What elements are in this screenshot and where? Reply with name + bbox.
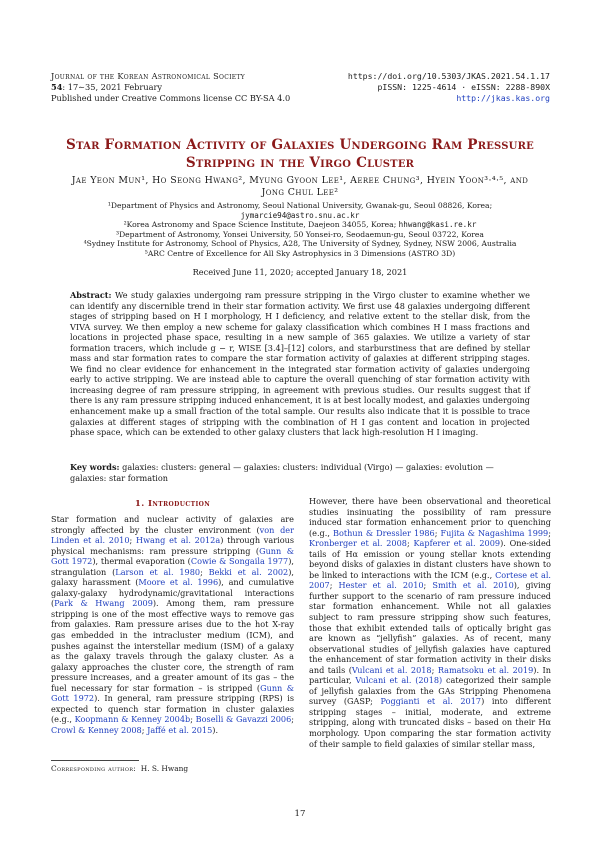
text-run: ), thermal evaporation ( xyxy=(92,556,191,567)
corresponding-author-footnote xyxy=(51,764,188,773)
journal-name: Journal of the Korean Astronomical Society xyxy=(51,71,246,81)
citation-link[interactable]: Crowl & Kenney 2008 xyxy=(51,724,142,735)
right-column-text xyxy=(309,496,551,749)
citation-link[interactable]: Hester et al. 2010 xyxy=(338,580,424,591)
citation-link[interactable]: Jaffé et al. 2015 xyxy=(147,724,213,735)
text-run: ) through various physical mechanisms: ram pressure stripping ( xyxy=(51,535,295,556)
citation-link[interactable]: Gunn & Gott 1972 xyxy=(51,682,294,704)
citation-link[interactable]: Kapferer et al. 2009 xyxy=(413,538,501,549)
affiliation-2 xyxy=(30,220,570,230)
journal-site-link[interactable]: http://jkas.kas.org xyxy=(456,93,550,104)
volume-line xyxy=(51,82,290,93)
authors-line-2: Jong Chul Lee² xyxy=(261,186,339,198)
paper-title xyxy=(40,136,560,172)
text-run: ; xyxy=(329,580,339,591)
citation-link[interactable]: Bekki et al. 2002 xyxy=(208,566,289,577)
citation-link[interactable]: Boselli & Gavazzi 2006 xyxy=(195,714,292,725)
issn-line: pISSN: 1225-4614 · eISSN: 2288-890X xyxy=(377,82,550,93)
footnote-rule xyxy=(51,760,139,761)
text-run: ). Among them, ram pressure stripping is one of the most effective ways to remove gas from galaxies. Ram pressure arises due to the hot X-ray gas embedded in the intracluster medium (ICM), and pushes against the interstellar medium (ISM) of a galaxy as the galaxy travels through the galaxy cluster. As a galaxy approaches the cluster core, the strength of ram pressure increases, and a greater amount of its gas – the fuel necessary for star formation – is stripped ( xyxy=(51,598,294,693)
paragraph xyxy=(309,496,551,749)
page-number: 17 xyxy=(294,809,306,819)
text-run: ), giving further support to the scenario of ram pressure induced star formation enhancement. While not all galaxies subject to ram pressure stripping show such features, those that exhibit extended tails of optically bright gas are known as “jellyfish” galaxies. As of recent, many observational studies of jellyfish galaxies have captured the enhancement of star formation activity in their disks and tails ( xyxy=(309,580,552,675)
left-column-text xyxy=(51,514,294,735)
text-run: ). xyxy=(212,724,219,735)
text-run: ; xyxy=(406,538,414,549)
citation-link[interactable]: Kronberger et al. 2008 xyxy=(309,538,407,549)
text-run: categorized their sample of jellyfish galaxies from the GAs Stripping Phenomena survey (GASP; xyxy=(309,675,551,707)
license-line: Published under Creative Commons license CC BY-SA 4.0 xyxy=(51,93,291,104)
citation-link[interactable]: Hwang et al. 2012a xyxy=(136,535,221,546)
citation-link[interactable]: Gunn & Gott 1972 xyxy=(51,545,294,567)
citation-link[interactable]: von der Linden et al. 2010 xyxy=(51,524,294,546)
text-run: ), and cumulative galaxy-galaxy hydrodynamic/gravitational interactions ( xyxy=(51,577,294,609)
citation-link[interactable]: Vulcani et al. (2018) xyxy=(355,675,443,686)
text-run: ; xyxy=(129,535,136,546)
text-run: Star formation and nuclear activity of galaxies are strongly affected by the cluster environment ( xyxy=(51,514,294,535)
citation-link[interactable]: Poggianti et al. 2017 xyxy=(380,696,482,707)
text-run: ; xyxy=(291,714,294,725)
received-date: Received June 11, 2020; accepted January 18, 2021 xyxy=(192,267,408,277)
citation-link[interactable]: Vulcani et al. 2018 xyxy=(351,664,432,675)
citation-link[interactable]: Smith et al. 2010 xyxy=(432,580,514,591)
citation-link[interactable]: Ramatsoku et al. 2019 xyxy=(437,664,534,675)
citation-link[interactable]: Cortese et al. 2007 xyxy=(309,569,551,591)
text-run: ; xyxy=(431,664,438,675)
citation-link[interactable]: Koopmann & Kenney 2004b xyxy=(74,714,191,725)
text-run: ). In general, ram pressure stripping (RPS) is expected to quench star formation in cluster galaxies (e.g., xyxy=(51,693,294,725)
doi-link[interactable]: https://doi.org/10.5303/JKAS.2021.54.1.17 xyxy=(347,71,550,81)
email-1[interactable]: jymarcie94@astro.snu.ac.kr xyxy=(240,210,360,220)
text-run: ; xyxy=(434,527,441,538)
affiliation-4: ⁴Sydney Institute for Astronomy, School of Physics, A28, The University of Sydney, Sydney, NSW 2006, Australia xyxy=(83,239,517,249)
issue-info: : 17∼35, 2021 February xyxy=(62,82,163,93)
citation-link[interactable]: Moore et al. 1996 xyxy=(138,577,219,588)
citation-link[interactable]: Park & Hwang 2009 xyxy=(54,598,153,609)
affiliation-3: ³Department of Astronomy, Yonsei University, 50 Yonsei-ro, Seodaemun-gu, Seoul 03722, Korea xyxy=(116,229,484,239)
abstract xyxy=(70,290,530,438)
citation-link[interactable]: Fujita & Nagashima 1999 xyxy=(440,527,549,538)
affiliation-5: ⁵ARC Centre of Excellence for All Sky Astrophysics in 3 Dimensions (ASTRO 3D) xyxy=(144,248,456,258)
text-run: ), strangulation ( xyxy=(51,556,294,577)
text-run: ) into different stripping stages – initial, moderate, and extreme stripping, along with truncated disks – based on their Hα morphology. Upon comparing the star formation activity of their sample to field galaxies of similar stellar mass, xyxy=(309,696,551,749)
title-line-2: Stripping in the Virgo Cluster xyxy=(185,155,415,171)
text-run: ; xyxy=(423,580,433,591)
abstract-text: We study galaxies undergoing ram pressure stripping in the Virgo cluster to examine whether we can identify any discernible trend in their star formation activity. We first use 48 galaxies undergoing different stages of stripping based on H I morphology, H I deficiency, and relative extent to the stellar disk, from the VIVA survey. We then employ a new scheme for galaxy classification which combines H I mass fractions and locations in projected phase space, resulting in a new sample of 365 galaxies. We utilize a variety of star formation tracers, which include g − r, WISE [3.4]–[12] colors, and starburstiness that are defined by stellar mass and star formation rates to compare the star formation activity of galaxies at different stripping stages. We find no clear evidence for enhancement in the integrated star formation activity of galaxies undergoing early to active stripping. We are instead able to capture the overall quenching of star formation activity with increasing degree of ram pressure stripping, in agreement with previous studies. Our results suggest that if there is any ram pressure stripping induced enhancement, it is at best locally modest, and galaxies undergoing enhancement make up a small fraction of the total sample. Our results also indicate that it is possible to trace galaxies at different stages of stripping with the combination of H I gas content and location in projected phase space, which can be extended to other galaxy clusters that lack high-resolution H I imaging. xyxy=(70,290,530,438)
text-run: ; xyxy=(141,724,148,735)
text-run: ; xyxy=(190,714,196,725)
keywords-text: galaxies: clusters: general — galaxies: clusters: individual (Virgo) — galaxies: evolution — galaxies: star formation xyxy=(70,462,494,483)
keywords-label: Key words: xyxy=(70,462,120,472)
keywords xyxy=(70,462,530,483)
authors-line-1: Jae Yeon Mun¹, Ho Seong Hwang², Myung Gyoon Lee¹, Aeree Chung³, Hyein Yoon³·⁴·⁵, and xyxy=(71,175,529,186)
abstract-label: Abstract: xyxy=(70,290,112,300)
affiliation-1: ¹Department of Physics and Astronomy, Seoul National University, Gwanak-gu, Seoul 08826, Korea; xyxy=(107,201,493,210)
text-run: ). In particular, xyxy=(309,664,551,686)
citation-link[interactable]: Larson et al. 1980 xyxy=(115,566,201,577)
citation-link[interactable]: Cowie & Songaila 1977 xyxy=(190,556,289,567)
text-run: ; xyxy=(200,566,209,577)
text-run: However, there have been observational and theoretical studies insinuating the possibility of ram pressure induced star formation enhancement prior to quenching (e.g., xyxy=(309,496,551,538)
volume-number: 54 xyxy=(51,82,63,93)
journal-header-left xyxy=(51,71,290,105)
title-line-1: Star Formation Activity of Galaxies Undergoing Ram Pressure xyxy=(66,137,534,153)
affiliation-2-text: ²Korea Astronomy and Space Science Institute, Daejeon 34055, Korea; xyxy=(123,220,399,230)
section-heading: 1. Introduction xyxy=(134,499,211,509)
corresponding-author-name: H. S. Hwang xyxy=(140,764,189,773)
corresponding-author-label: Corresponding author: xyxy=(51,764,137,773)
author-list xyxy=(40,175,560,198)
email-2[interactable]: hhwang@kasi.re.kr xyxy=(398,220,477,230)
text-run: ; xyxy=(548,527,551,538)
paragraph xyxy=(51,514,294,735)
text-run: ), galaxy harassment ( xyxy=(51,566,294,588)
affiliations xyxy=(30,201,570,259)
journal-header-right xyxy=(348,71,550,105)
text-run: ). One-sided tails of Hα emission or young stellar knots extending beyond disks of galaxies in distant clusters have shown to be linked to interactions with the ICM (e.g., xyxy=(309,538,552,580)
citation-link[interactable]: Bothun & Dressler 1986 xyxy=(332,527,435,538)
